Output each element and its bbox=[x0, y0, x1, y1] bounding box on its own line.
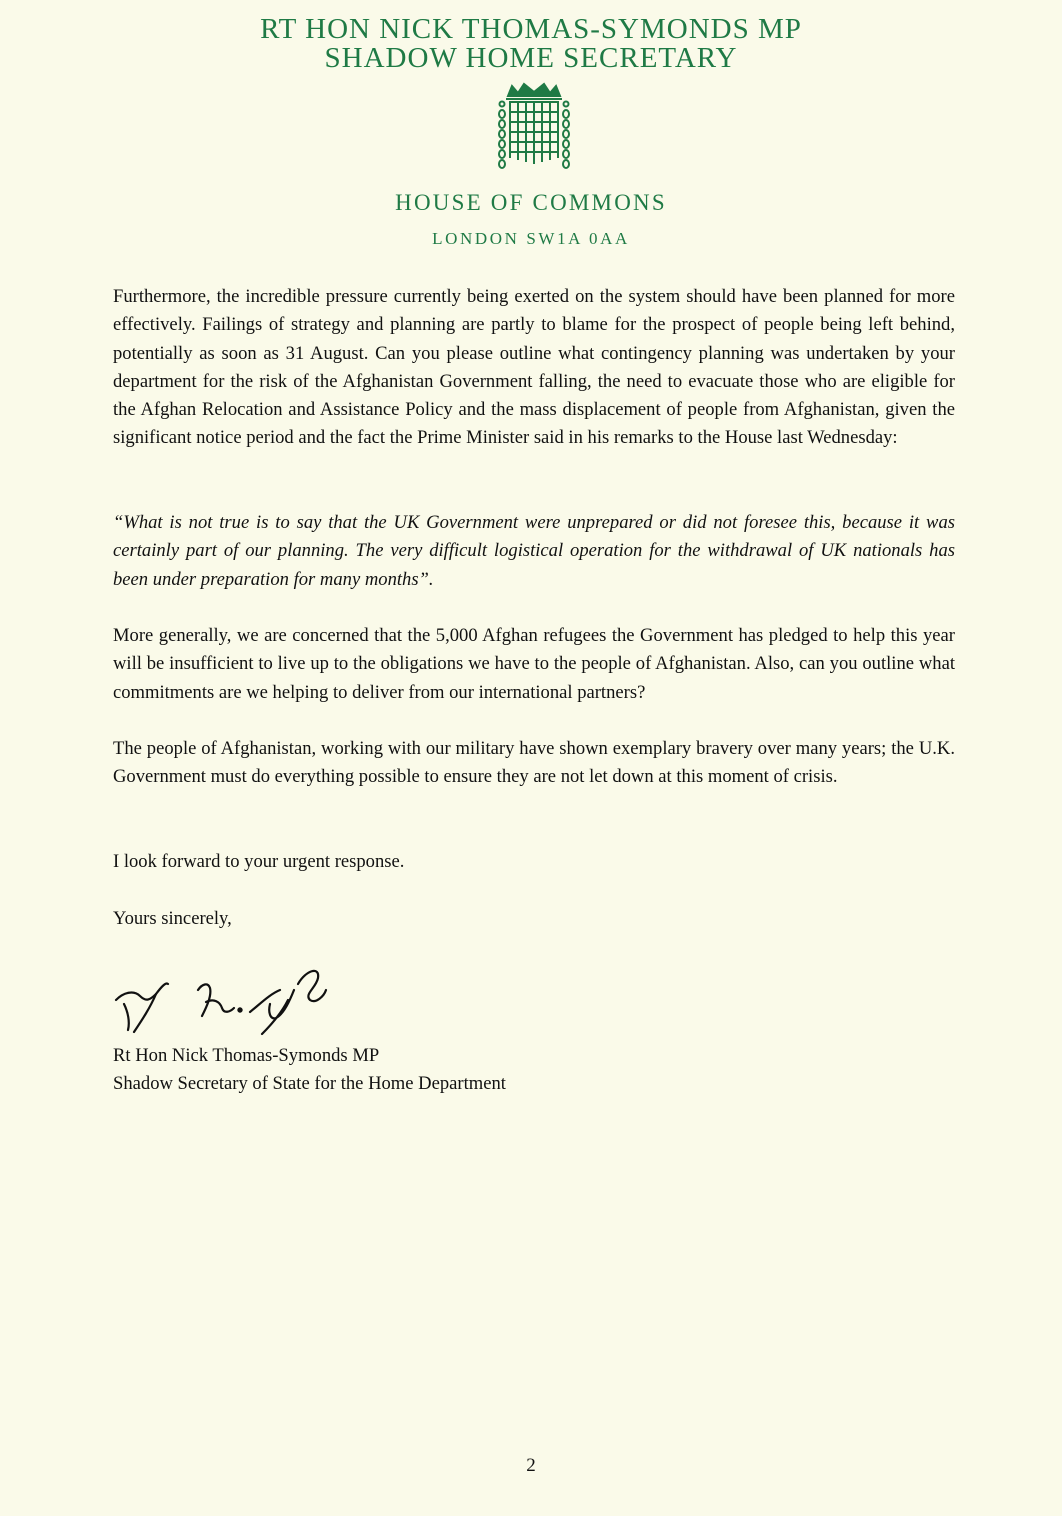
letterhead-name: RT HON NICK THOMAS-SYMONDS MP bbox=[260, 13, 802, 45]
institution-address: LONDON SW1A 0AA bbox=[432, 229, 630, 248]
paragraph: More generally, we are concerned that the 5,000 Afghan refugees the Government has pledged to help this year will be insufficient to live up to the obligations we have to the people of Afghanistan. Also, can you outline what commitments are we helping to deliver from our international partners? bbox=[113, 625, 955, 703]
paragraph: I look forward to your urgent response. bbox=[113, 851, 405, 872]
handwritten-signature bbox=[110, 960, 340, 1040]
page-number: 2 bbox=[526, 1455, 536, 1476]
closing-salutation: Yours sincerely, bbox=[113, 908, 232, 929]
signatory-name: Rt Hon Nick Thomas-Symonds MP bbox=[113, 1045, 380, 1066]
paragraph: The people of Afghanistan, working with our military have shown exemplary bravery over many years; the U.K. Government must do everything possible to ensure they are not let down at this moment of crisis. bbox=[113, 738, 955, 788]
portcullis-icon bbox=[496, 82, 572, 172]
signatory-title: Shadow Secretary of State for the Home Department bbox=[113, 1073, 506, 1094]
institution-name: HOUSE OF COMMONS bbox=[395, 190, 667, 215]
letterhead-role: SHADOW HOME SECRETARY bbox=[324, 42, 738, 74]
quote-paragraph: “What is not true is to say that the UK Government were unprepared or did not foresee this, because it was certainly part of our planning. The very difficult logistical operation for the withdrawal of UK nationals has been under preparation for many months”. bbox=[113, 512, 955, 590]
paragraph: Furthermore, the incredible pressure currently being exerted on the system should have been planned for more effectively. Failings of strategy and planning are partly to blame for the prospect of people being left behind, potentially as soon as 31 August. Can you please outline what contingency planning was undertaken by your department for the risk of the Afghanistan Government falling, the need to evacuate those who are eligible for the Afghan Relocation and Assistance Policy and the mass displacement of people from Afghanistan, given the significant notice period and the fact the Prime Minister said in his remarks to the House last Wednesday: bbox=[113, 286, 955, 449]
